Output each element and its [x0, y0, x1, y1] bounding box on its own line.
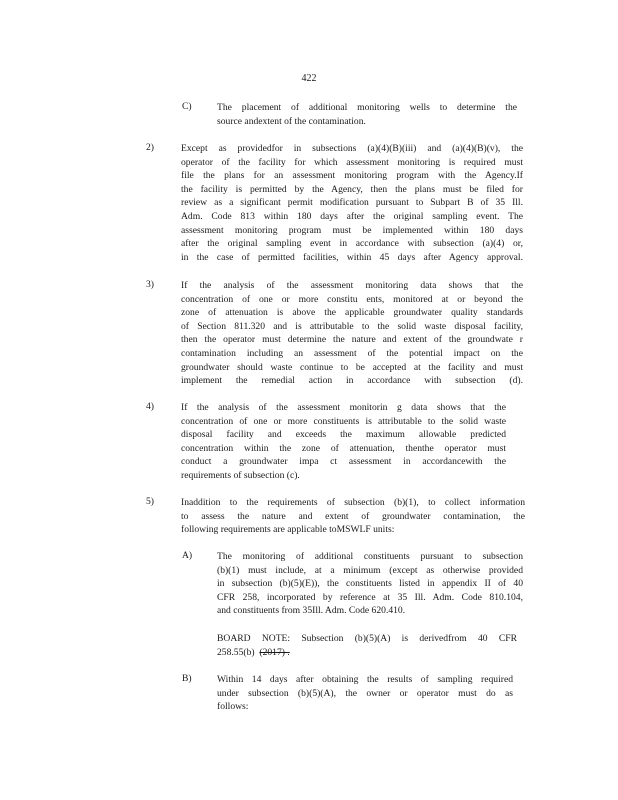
text-line: of Section 811.320 and is attributable to the solid waste disposal facility, [181, 320, 523, 332]
text-line: The placement of additional monitoring wells to determine the [217, 102, 517, 113]
text-line: Inaddition to the requirements of subsection (b)(1), to collect information [181, 497, 525, 508]
text-line: The monitoring of additional constituents pursuant to subsection [217, 551, 523, 562]
item-c-text [217, 101, 517, 128]
text-line: disposal facility and exceeds the maximum allowable predicted [181, 429, 506, 441]
item-2-label: 2) [146, 142, 154, 153]
text-line: to assess the nature and extent of groundwater contamination, the [181, 510, 525, 522]
item-c-label: C) [182, 101, 192, 112]
text-line: the facility is permitted by the Agency, then the plans must be filed for [181, 183, 523, 195]
text-line: follows: [217, 701, 249, 713]
item-5a-label: A) [182, 550, 193, 561]
item-4-text [181, 401, 506, 483]
text-line: If the analysis of the assessment monitorin g data shows that the [181, 402, 506, 413]
page-number: 422 [301, 73, 317, 84]
text-line: conduct a groundwater impa ct assessment in accordancewith the [181, 456, 506, 468]
board-note-line [217, 646, 517, 660]
item-3-label: 3) [146, 279, 154, 290]
item-4-label: 4) [146, 401, 154, 412]
text-line: then the operator must determine the nature and extent of the groundwate r [181, 334, 523, 346]
item-3-text [181, 279, 523, 388]
text-line: zone of attenuation is above the applicable groundwater quality standards [181, 307, 523, 319]
board-note-line: BOARD NOTE: Subsection (b)(5)(A) is derivedfrom 40 CFR [217, 633, 517, 644]
text-line: in subsection (b)(5)(E)), the constituents listed in appendix II of 40 [217, 578, 523, 590]
text-line: and constituents from 35Ill. Adm. Code 620.410. [217, 605, 406, 617]
text-line: file the plans for an assessment monitoring program with the Agency.If [181, 170, 523, 182]
item-5b-label: B) [182, 673, 192, 684]
text-line: CFR 258, incorporated by reference at 35 Ill. Adm. Code 810.104, [217, 591, 523, 603]
board-note-citation: 258.55(b) [217, 646, 255, 658]
item-5-text [181, 496, 525, 537]
text-line: assessment monitoring program must be implemented within 180 days [181, 224, 523, 236]
text-line: requirements of subsection (c). [181, 469, 300, 481]
text-line: Adm. Code 813 within 180 days after the original sampling event. The [181, 210, 523, 222]
item-5b-text [217, 673, 513, 714]
text-line: following requirements are applicable toMSWLF units: [181, 524, 395, 536]
text-line: (b)(1) must include, at a minimum (except as otherwise provided [217, 564, 523, 576]
text-line: groundwater should waste continue to be accepted at the facility and must [181, 361, 523, 373]
item-5a-text [217, 550, 523, 618]
text-line: Within 14 days after obtaining the results of sampling required [217, 674, 513, 685]
text-line: concentration of one or more constituents is attributable to the solid waste [181, 415, 506, 427]
board-note [217, 632, 517, 659]
struck-year: (2017) . [259, 646, 290, 658]
text-line: concentration within the zone of attenuation, thenthe operator must [181, 442, 506, 454]
text-line: source andextent of the contamination. [217, 115, 366, 127]
item-5-label: 5) [146, 496, 154, 507]
text-line: contamination including an assessment of the potential impact on the [181, 347, 523, 359]
text-line: under subsection (b)(5)(A), the owner or operator must do as [217, 687, 513, 699]
text-line: in the case of permitted facilities, within 45 days after Agency approval. [181, 251, 523, 263]
text-line: implement the remedial action in accordance with subsection (d). [181, 375, 523, 387]
text-line: concentration of one or more constitu ents, monitored at or beyond the [181, 293, 523, 305]
text-line: after the original sampling event in accordance with subsection (a)(4) or, [181, 238, 523, 250]
text-line: operator of the facility for which assessment monitoring is required must [181, 156, 523, 168]
item-2-text [181, 142, 523, 264]
text-line: If the analysis of the assessment monitoring data shows that the [181, 280, 523, 291]
text-line: review as a significant permit modification pursuant to Subpart B of 35 Ill. [181, 197, 523, 209]
text-line: Except as providedfor in subsections (a)(4)(B)(iii) and (a)(4)(B)(v), the [181, 143, 523, 154]
